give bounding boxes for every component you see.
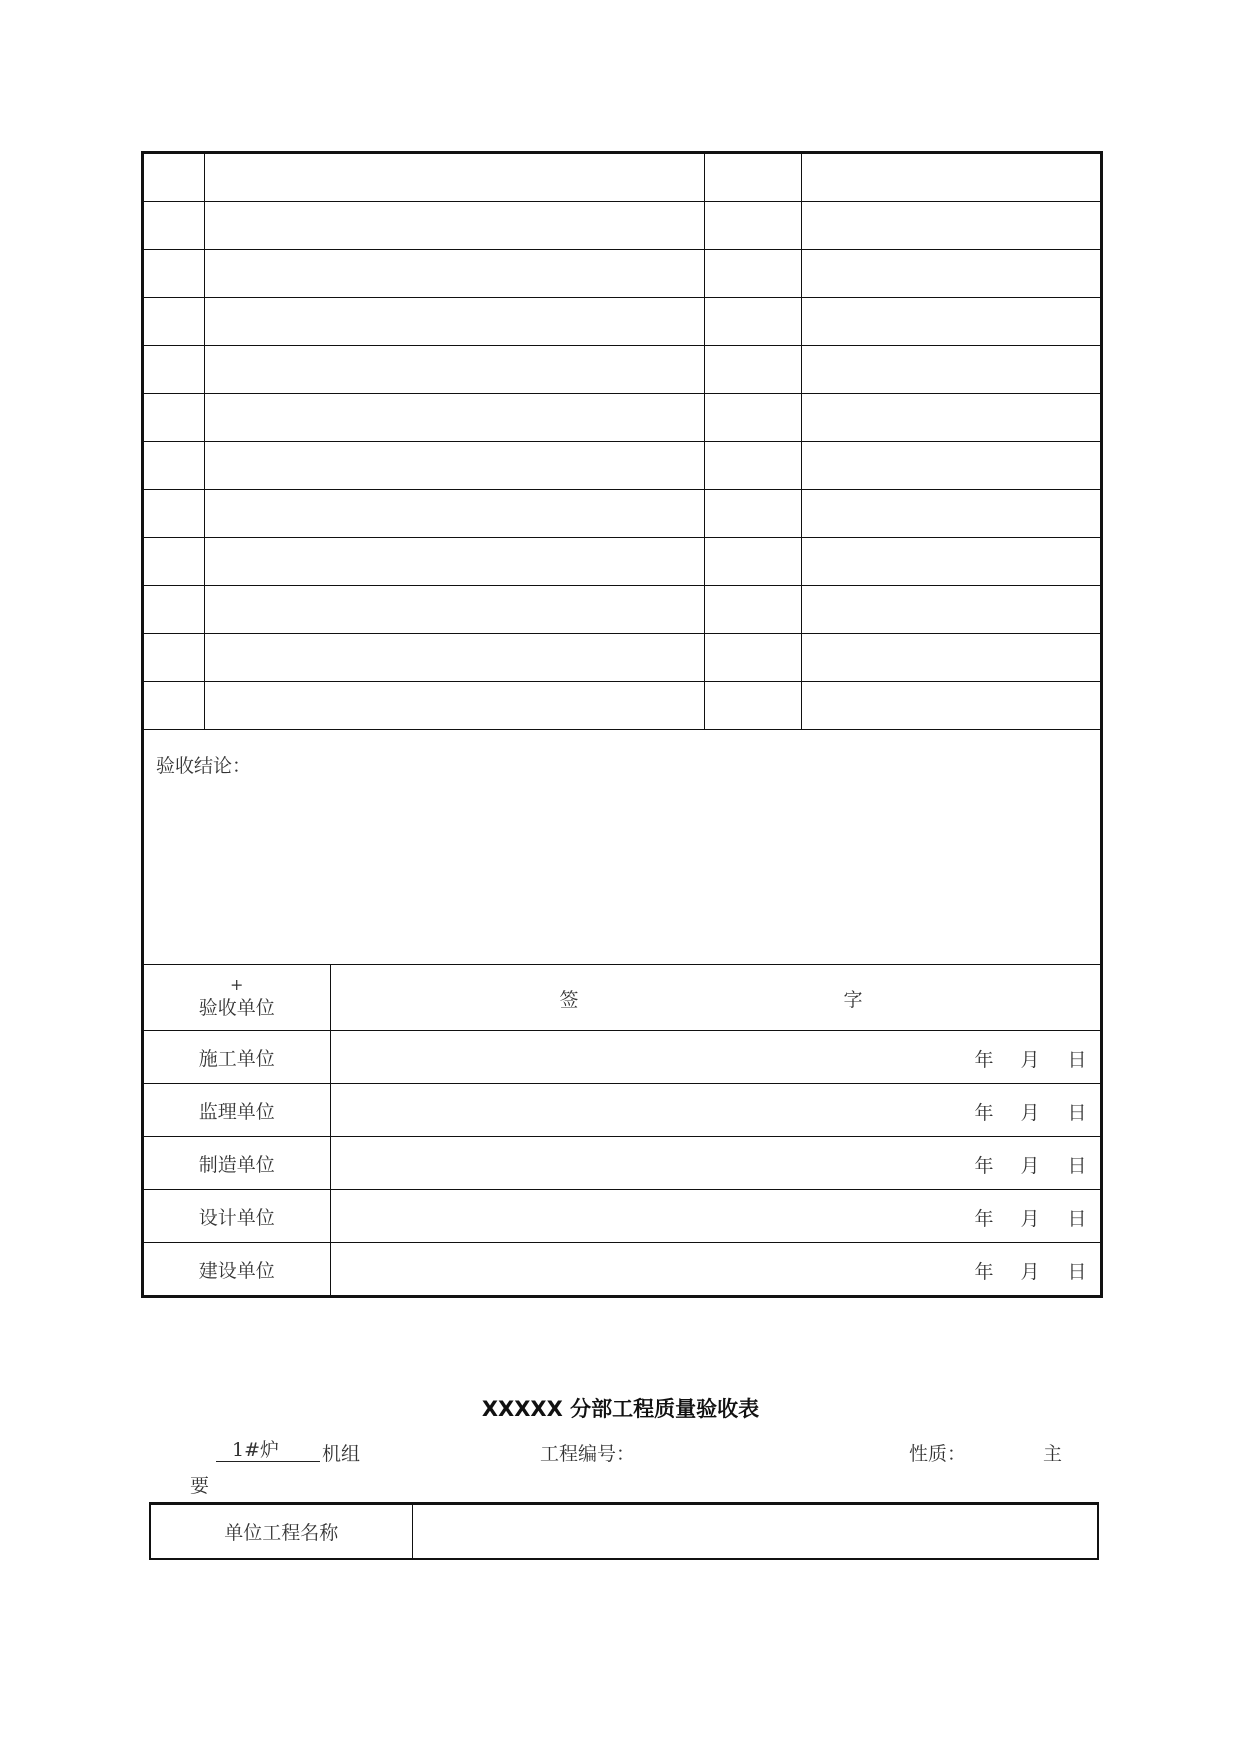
date-year-label: 年 xyxy=(974,1049,994,1071)
seq-cell[interactable] xyxy=(143,394,205,442)
result-cell[interactable] xyxy=(705,250,802,298)
signature-row xyxy=(144,1031,1100,1084)
unit-column-header xyxy=(144,965,330,1031)
date-month-label: 月 xyxy=(1020,1155,1040,1177)
signature-cell[interactable] xyxy=(330,1031,1100,1084)
result-cell[interactable] xyxy=(705,202,802,250)
unit-name: 监理单位 xyxy=(144,1084,330,1137)
signature-row xyxy=(144,1190,1100,1243)
unit-value-field[interactable]: 1#炉 xyxy=(216,1439,320,1462)
unit-name: 建设单位 xyxy=(144,1243,330,1296)
seq-cell[interactable] xyxy=(143,153,205,202)
signature-row xyxy=(144,1084,1100,1137)
unit-suffix-label: 机组 xyxy=(322,1443,361,1465)
remark-cell[interactable] xyxy=(802,250,1102,298)
table-row xyxy=(143,442,1102,490)
date-month-label: 月 xyxy=(1020,1102,1040,1124)
item-name-cell[interactable] xyxy=(205,394,705,442)
item-name-cell[interactable] xyxy=(205,538,705,586)
seq-cell[interactable] xyxy=(143,202,205,250)
result-cell[interactable] xyxy=(705,153,802,202)
date-month-label: 月 xyxy=(1020,1049,1040,1071)
result-cell[interactable] xyxy=(705,682,802,730)
remark-cell[interactable] xyxy=(802,202,1102,250)
conclusion-row xyxy=(143,730,1102,965)
remark-cell[interactable] xyxy=(802,346,1102,394)
signature-header-container xyxy=(143,965,1102,1297)
result-cell[interactable] xyxy=(705,394,802,442)
date-year-label: 年 xyxy=(974,1208,994,1230)
date-day-label: 日 xyxy=(1067,1261,1087,1283)
table-row xyxy=(143,634,1102,682)
unit-name: 施工单位 xyxy=(144,1031,330,1084)
date-day-label: 日 xyxy=(1067,1155,1087,1177)
result-cell[interactable] xyxy=(705,490,802,538)
plus-mark: + xyxy=(230,974,244,994)
item-name-cell[interactable] xyxy=(205,298,705,346)
signature-column-header xyxy=(330,965,1100,1031)
nature-value-line2: 要 xyxy=(190,1475,210,1497)
conclusion-cell[interactable] xyxy=(143,730,1102,965)
item-name-cell[interactable] xyxy=(205,490,705,538)
seq-cell[interactable] xyxy=(143,634,205,682)
table-row xyxy=(143,298,1102,346)
unit-project-table xyxy=(149,1502,1099,1560)
table-row xyxy=(143,490,1102,538)
date-year-label: 年 xyxy=(974,1155,994,1177)
signature-section xyxy=(143,965,1102,1297)
result-cell[interactable] xyxy=(705,634,802,682)
signature-row xyxy=(144,1243,1100,1296)
date-day-label: 日 xyxy=(1067,1102,1087,1124)
date-month-label: 月 xyxy=(1020,1261,1040,1283)
signature-table xyxy=(144,965,1100,1295)
item-name-cell[interactable] xyxy=(205,250,705,298)
table-row xyxy=(143,682,1102,730)
unit-name: 设计单位 xyxy=(144,1190,330,1243)
seq-cell[interactable] xyxy=(143,682,205,730)
conclusion-section xyxy=(143,730,1102,965)
table-row xyxy=(143,153,1102,202)
table-row xyxy=(143,202,1102,250)
table-row xyxy=(143,538,1102,586)
signature-row xyxy=(144,1137,1100,1190)
signature-cell[interactable] xyxy=(330,1190,1100,1243)
seq-cell[interactable] xyxy=(143,490,205,538)
item-name-cell[interactable] xyxy=(205,153,705,202)
item-name-cell[interactable] xyxy=(205,682,705,730)
date-year-label: 年 xyxy=(974,1261,994,1283)
item-name-cell[interactable] xyxy=(205,586,705,634)
unit-project-name-value[interactable] xyxy=(412,1504,1098,1560)
result-cell[interactable] xyxy=(705,538,802,586)
result-cell[interactable] xyxy=(705,442,802,490)
remark-cell[interactable] xyxy=(802,442,1102,490)
unit-name: 制造单位 xyxy=(144,1137,330,1190)
conclusion-label: 验收结论： xyxy=(156,755,252,777)
remark-cell[interactable] xyxy=(802,298,1102,346)
date-day-label: 日 xyxy=(1067,1208,1087,1230)
item-name-cell[interactable] xyxy=(205,346,705,394)
table-row xyxy=(143,250,1102,298)
date-month-label: 月 xyxy=(1020,1208,1040,1230)
date-day-label: 日 xyxy=(1067,1049,1087,1071)
unit-project-row xyxy=(150,1504,1098,1560)
signature-cell[interactable] xyxy=(330,1137,1100,1190)
signature-cell[interactable] xyxy=(330,1084,1100,1137)
seq-cell[interactable] xyxy=(143,442,205,490)
project-no-label: 工程编号： xyxy=(540,1443,636,1465)
remark-cell[interactable] xyxy=(802,490,1102,538)
remark-cell[interactable] xyxy=(802,682,1102,730)
inspection-table xyxy=(141,151,1103,1298)
result-cell[interactable] xyxy=(705,586,802,634)
remark-cell[interactable] xyxy=(802,634,1102,682)
nature-label: 性质： xyxy=(909,1443,967,1465)
sign-header-part2: 字 xyxy=(843,989,863,1011)
seq-cell[interactable] xyxy=(143,586,205,634)
item-name-cell[interactable] xyxy=(205,442,705,490)
result-cell[interactable] xyxy=(705,298,802,346)
item-name-cell[interactable] xyxy=(205,634,705,682)
table-row xyxy=(143,394,1102,442)
remark-cell[interactable] xyxy=(802,586,1102,634)
form-title: XXXXX 分部工程质量验收表 xyxy=(481,1397,760,1421)
remark-cell[interactable] xyxy=(802,394,1102,442)
sign-header-part1: 签 xyxy=(559,989,579,1011)
date-year-label: 年 xyxy=(974,1102,994,1124)
unit-project-name-label: 单位工程名称 xyxy=(150,1504,412,1560)
seq-cell[interactable] xyxy=(143,346,205,394)
nature-value-line1: 主 xyxy=(1043,1443,1063,1465)
table-row xyxy=(143,346,1102,394)
seq-cell[interactable] xyxy=(143,298,205,346)
remark-cell[interactable] xyxy=(802,153,1102,202)
blank-item-rows xyxy=(143,153,1102,730)
table-row xyxy=(143,586,1102,634)
item-name-cell[interactable] xyxy=(205,202,705,250)
seq-cell[interactable] xyxy=(143,538,205,586)
signature-header-row xyxy=(143,965,1102,1297)
result-cell[interactable] xyxy=(705,346,802,394)
remark-cell[interactable] xyxy=(802,538,1102,586)
seq-cell[interactable] xyxy=(143,250,205,298)
signature-header xyxy=(144,965,1100,1031)
signature-cell[interactable] xyxy=(330,1243,1100,1296)
unit-header-label: 验收单位 xyxy=(198,996,275,1019)
